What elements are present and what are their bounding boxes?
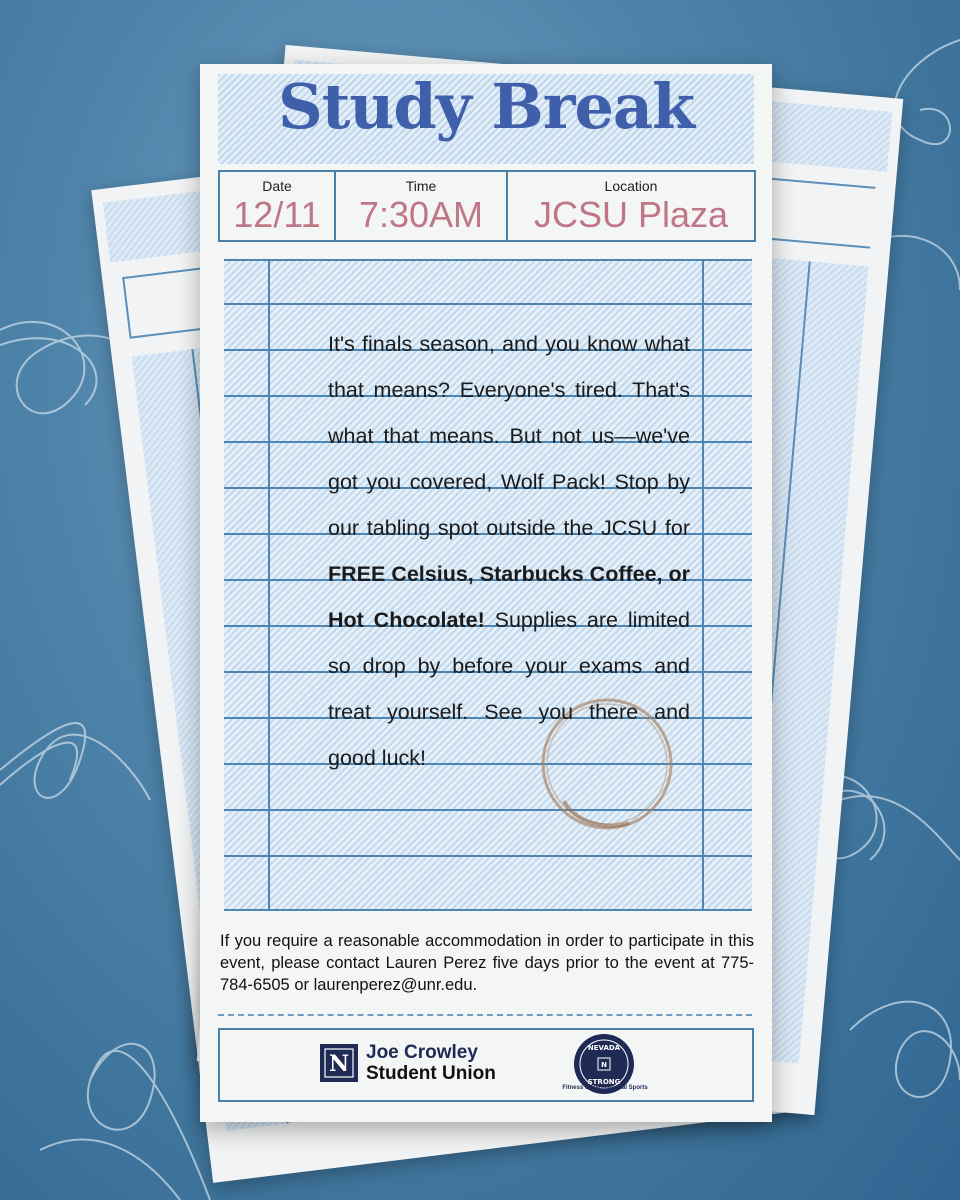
time-cell <box>336 172 508 240</box>
jcsu-logo-icon <box>320 1044 358 1082</box>
jcsu-line-1: Joe Crowley <box>366 1042 478 1063</box>
svg-text:STRONG: STRONG <box>587 1078 621 1086</box>
event-card <box>200 64 772 1122</box>
svg-text:N: N <box>328 1051 350 1077</box>
time-label: Time <box>405 178 437 194</box>
location-label: Location <box>604 178 658 194</box>
jcsu-line-2: Student Union <box>366 1063 496 1084</box>
svg-text:N: N <box>601 1061 607 1069</box>
location-value: JCSU Plaza <box>533 194 729 235</box>
sponsor-footer <box>218 1028 754 1102</box>
time-value: 7:30AM <box>358 194 484 235</box>
description-highlight: FREE Celsius, Starbucks Coffee, or Hot Chocolate! <box>328 562 691 632</box>
date-label: Date <box>262 178 292 194</box>
date-cell <box>220 172 336 240</box>
jcsu-logo-text <box>366 1042 496 1084</box>
ruled-note-area <box>224 259 752 911</box>
page-title: Study Break <box>277 70 695 143</box>
date-value: 12/11 <box>233 194 321 235</box>
dashed-divider <box>218 1014 752 1016</box>
description-text-1: It's finals season, and you know what that means? Everyone's tired. That's what that means. But not us—we've got you covered, Wolf Pack! Stop by our tabling spot outside the JCSU for <box>328 332 690 540</box>
event-info-row <box>218 170 756 242</box>
location-cell <box>508 172 754 240</box>
svg-text:NEVADA: NEVADA <box>587 1044 621 1052</box>
nevada-strong-subtitle: Fitness & Recreational Sports <box>562 1085 648 1091</box>
accommodation-notice: If you require a reasonable accommodation in order to participate in this event, please contact Lauren Perez five days prior to the event at 775-784-6505 or laurenperez@unr.edu. <box>220 932 754 994</box>
description-text-2: Supplies are limited so drop by before your exams and treat yourself. See you there and good luck! <box>328 608 690 770</box>
event-description <box>328 321 690 781</box>
